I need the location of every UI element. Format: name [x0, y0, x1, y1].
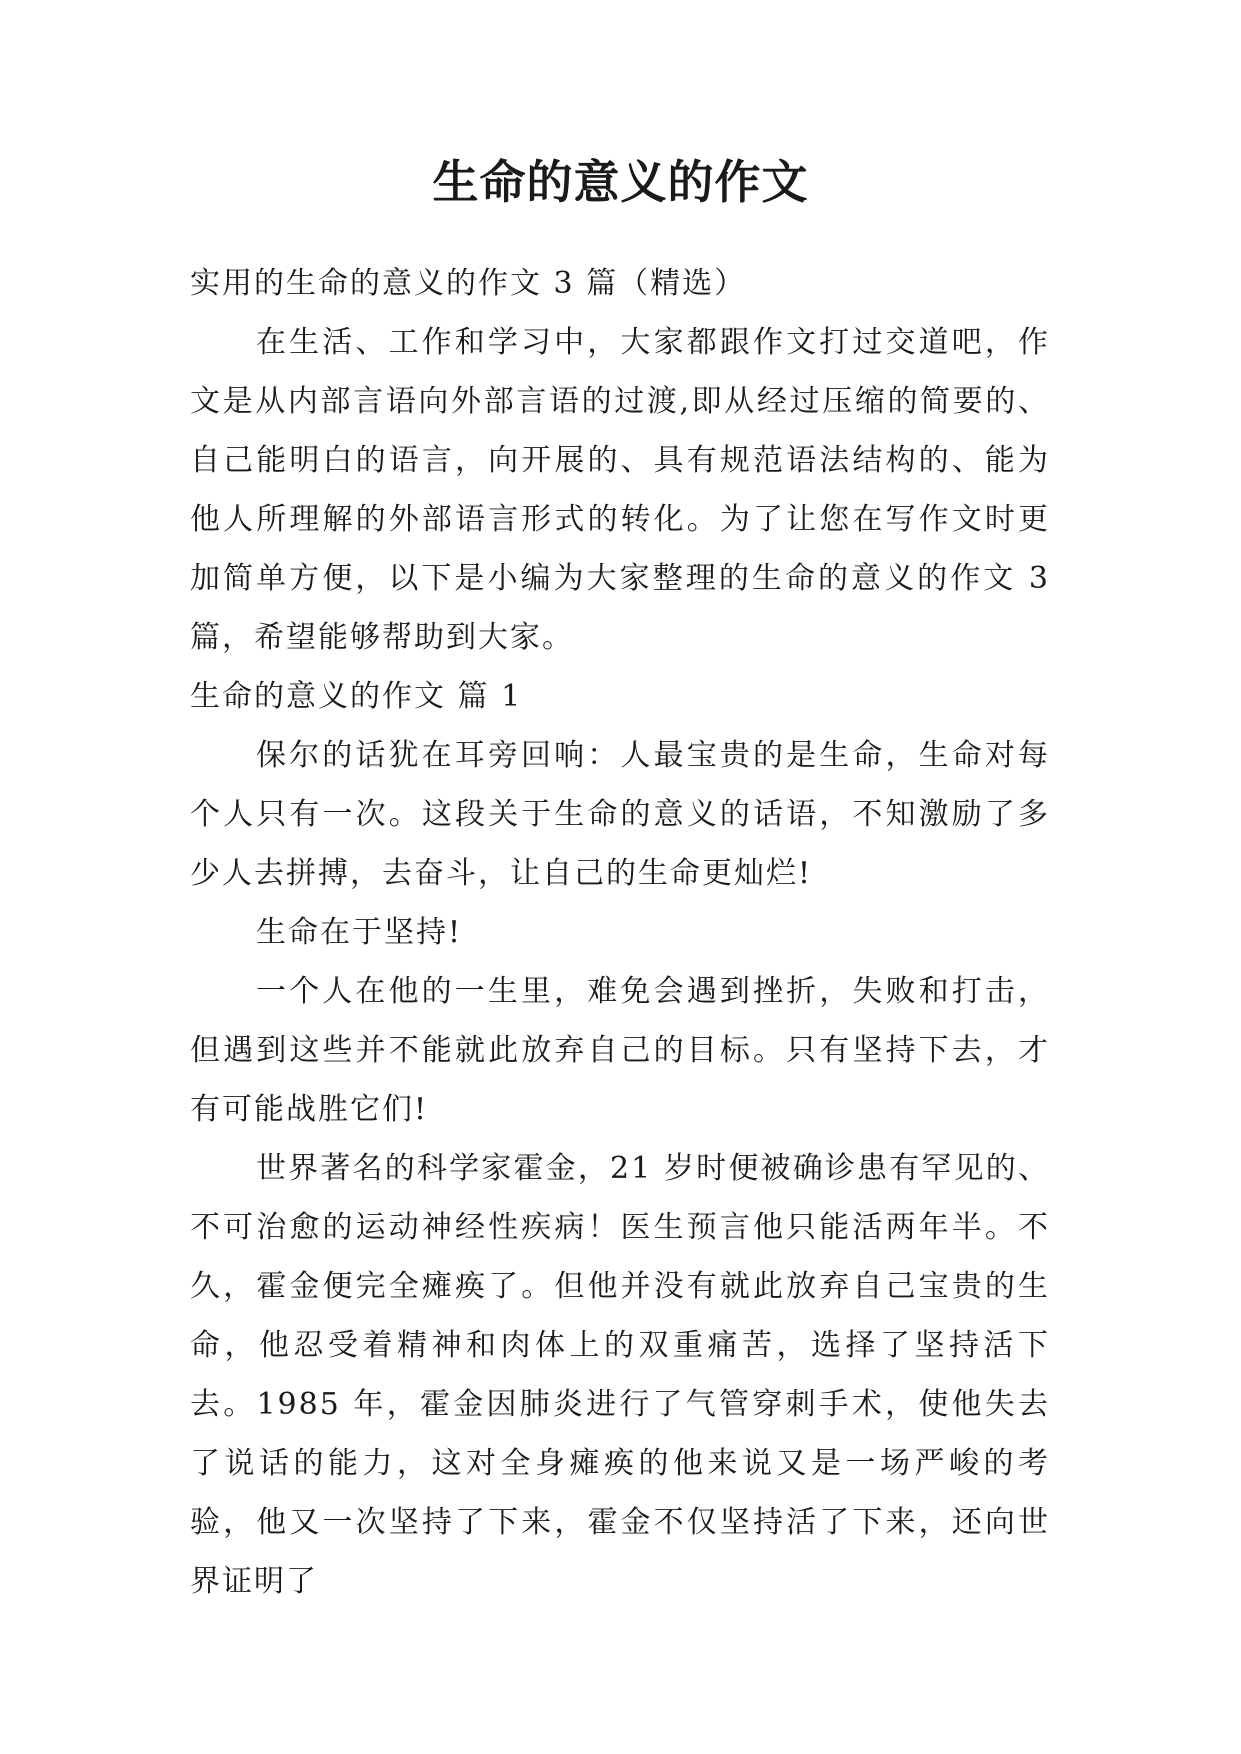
body-paragraph: 保尔的话犹在耳旁回响：人最宝贵的是生命，生命对每个人只有一次。这段关于生命的意义的话语，不知激励了多少人去拼搏，去奋斗，让自己的生命更灿烂!	[190, 738, 1050, 891]
body-paragraph: 世界著名的科学家霍金，21 岁时便被确诊患有罕见的、不可治愈的运动神经性疾病！医生预言他只能活两年半。不久，霍金便完全瘫痪了。但他并没有就此放弃自己宝贵的生命，他忍受着精神和肉体上的双重痛苦，选择了坚持活下去。1985 年，霍金因肺炎进行了气管穿刺手术，使他失去了说话的能力，这对全身瘫痪的他来说又是一场严峻的考验，他又一次坚持了下来，霍金不仅坚持活了下来，还向世界证明了	[190, 1151, 1050, 1599]
section-heading: 生命的意义的作文 篇 1	[190, 679, 523, 714]
document-subtitle: 实用的生命的意义的作文 3 篇（精选）	[190, 266, 747, 301]
document-body	[190, 254, 1050, 1611]
body-paragraph: 一个人在他的一生里，难免会遇到挫折，失败和打击，但遇到这些并不能就此放弃自己的目标。只有坚持下去，才有可能战胜它们!	[190, 974, 1050, 1127]
intro-paragraph: 在生活、工作和学习中，大家都跟作文打过交道吧，作文是从内部言语向外部言语的过渡,即从经过压缩的简要的、自己能明白的语言，向开展的、具有规范语法结构的、能为他人所理解的外部语言形式的转化。为了让您在写作文时更加简单方便，以下是小编为大家整理的生命的意义的作文 3 篇，希望能够帮助到大家。	[190, 325, 1050, 655]
body-paragraph: 生命在于坚持!	[256, 915, 463, 950]
document-title: 生命的意义的作文	[432, 155, 809, 209]
